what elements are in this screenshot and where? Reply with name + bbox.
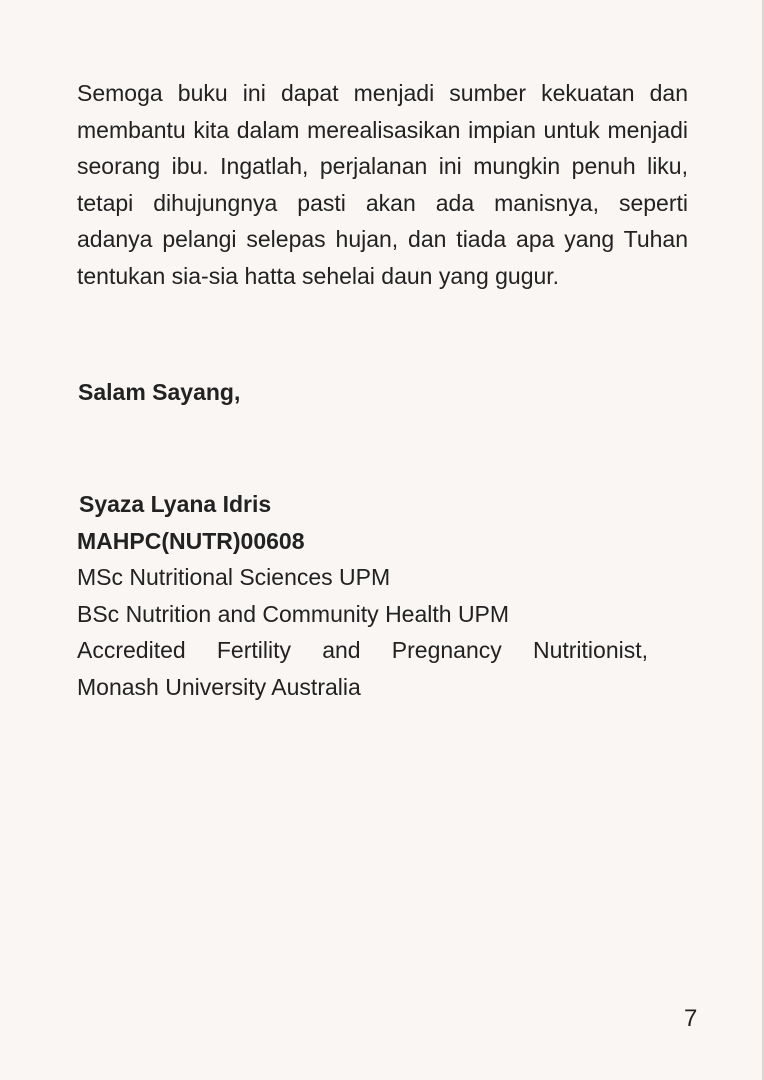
author-credential-accreditation-institution: Monash University Australia xyxy=(77,673,361,700)
body-paragraph: Semoga buku ini dapat menjadi sumber kekuatan dan membantu kita dalam merealisasikan impian untuk menjadi seorang ibu. Ingatlah, perjalanan ini mungkin penuh liku, tetapi dihujungnya pasti akan ada manisnya, seperti adanya pelangi selepas hujan, dan tiada apa yang Tuhan tentukan sia-sia hatta sehelai daun yang gugur. xyxy=(77,80,688,289)
author-credential-msc: MSc Nutritional Sciences UPM xyxy=(77,564,391,590)
author-registration-number: MAHPC(NUTR)00608 xyxy=(77,527,305,554)
signature-block xyxy=(77,486,677,705)
closing-salutation: Salam Sayang, xyxy=(78,379,241,405)
author-name: Syaza Lyana Idris xyxy=(79,491,272,517)
author-credential-accreditation: Accredited Fertility and Pregnancy Nutritionist, xyxy=(77,637,648,663)
page-number: 7 xyxy=(684,1005,698,1032)
author-credential-bsc: BSc Nutrition and Community Health UPM xyxy=(77,600,510,627)
